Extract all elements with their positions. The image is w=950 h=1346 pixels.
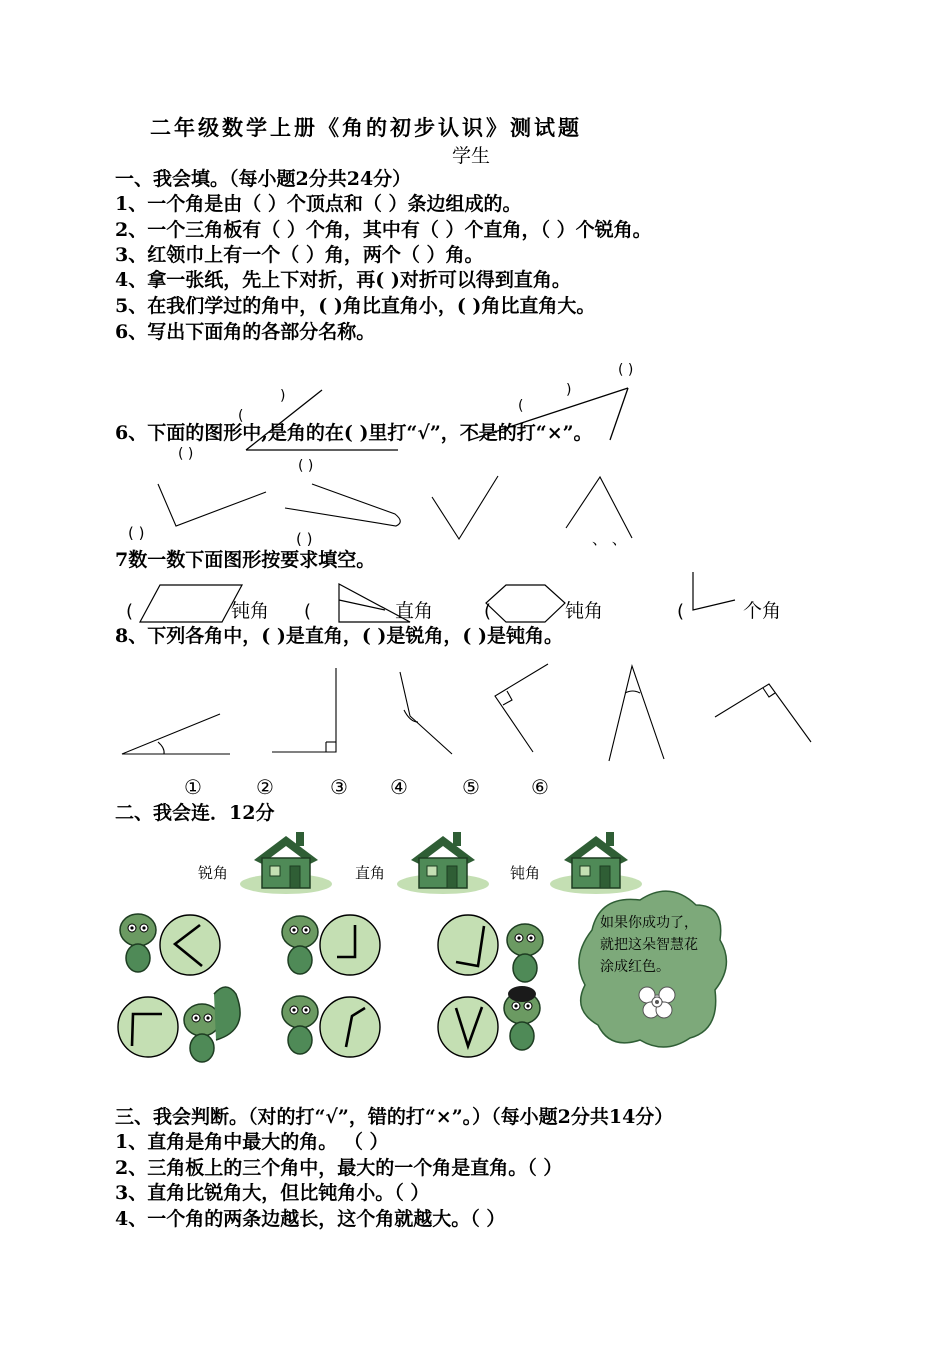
angle-number-1: ① (184, 775, 202, 799)
question-3-4: 4、一个角的两条边越长，这个角就越大。（ ） (115, 1208, 506, 1230)
cat-character-icon (282, 996, 318, 1054)
dog-character-icon (504, 986, 540, 1050)
svg-text:(: ( (484, 601, 492, 622)
squirrel-character-icon (184, 987, 240, 1062)
question-3-2: 2、三角板上的三个角中，最大的一个角是直角。（ ） (115, 1157, 563, 1179)
angle-number-6: ⑥ (531, 775, 549, 799)
question-1-6: 6、写出下面角的各部分名称。 (115, 321, 376, 343)
question-1-7: 7数一数下面图形按要求填空。 (115, 549, 376, 571)
angle-number-5: ⑤ (462, 775, 480, 799)
house-obtuse-icon (550, 832, 642, 894)
q7-item-1: 钝角 (231, 600, 270, 622)
q7-item-2: 直角 (395, 600, 434, 622)
q7-item-4: 个角 (743, 600, 782, 622)
question-1-4: 4、拿一张纸，先上下对折，再( )对折可以得到直角。 (115, 269, 571, 291)
bird-character-icon (507, 924, 543, 982)
wisdom-flower-text: 如果你成功了，就把这朵智慧花涂成红色。 (600, 915, 698, 975)
svg-text:(: ( (238, 408, 244, 424)
svg-text:(: ( (518, 398, 524, 414)
section-3-heading: 三、我会判断。（对的打“√”，错的打“×”。）（每小题2分共14分） (115, 1106, 674, 1128)
angle-number-3: ③ (330, 775, 348, 799)
svg-text:( ): ( ) (298, 458, 314, 474)
duck-character-icon (282, 916, 318, 974)
svg-text:( ): ( ) (618, 362, 634, 378)
angle-number-2: ② (256, 775, 274, 799)
question-3-1: 1、直角是角中最大的角。 （ ） (115, 1131, 389, 1153)
svg-text:(: ( (677, 601, 685, 622)
question-3-3: 3、直角比锐角大，但比钝角小。（ ） (115, 1182, 430, 1204)
svg-text:): ) (280, 388, 286, 404)
house-right-icon (397, 832, 489, 894)
svg-text:): ) (566, 382, 572, 398)
q7-item-3: 钝角 (565, 600, 604, 622)
section-2-heading: 二、我会连．12分 (115, 802, 275, 824)
question-1-1: 1、一个角是由（ ）个顶点和（ ）条边组成的。 (115, 193, 522, 215)
svg-text:、 、: 、 、 (592, 530, 627, 548)
house-label-right: 直角 (355, 864, 386, 882)
question-1-5: 5、在我们学过的角中，( )角比直角小，( )角比直角大。 (115, 295, 596, 317)
student-label: 学生 (452, 145, 491, 167)
page-title: 二年级数学上册《角的初步认识》测试题 (150, 115, 582, 140)
svg-text:( ): ( ) (296, 530, 313, 548)
svg-text:(: ( (304, 601, 312, 622)
question-1-3: 3、红领巾上有一个（ ）角，两个（ ）角。 (115, 244, 484, 266)
svg-text:( ): ( ) (178, 446, 194, 462)
house-acute-icon (240, 832, 332, 894)
section-1-heading: 一、我会填。（每小题2分共24分） (115, 168, 412, 190)
svg-text:(: ( (126, 601, 134, 622)
house-label-acute: 锐角 (198, 864, 229, 882)
svg-text:( ): ( ) (128, 524, 145, 542)
angle-number-4: ④ (390, 775, 408, 799)
question-1-8: 8、下列各角中，( )是直角，( )是锐角，( )是钝角。 (115, 625, 564, 647)
question-1-2: 2、一个三角板有（ ）个角，其中有（ ）个直角，（ ）个锐角。 (115, 219, 652, 241)
house-label-obtuse: 钝角 (510, 864, 541, 882)
question-1-6b: 6、下面的图形中,是角的在( )里打“√”，不是的打“×”。 (115, 422, 593, 444)
goat-character-icon (120, 914, 156, 972)
